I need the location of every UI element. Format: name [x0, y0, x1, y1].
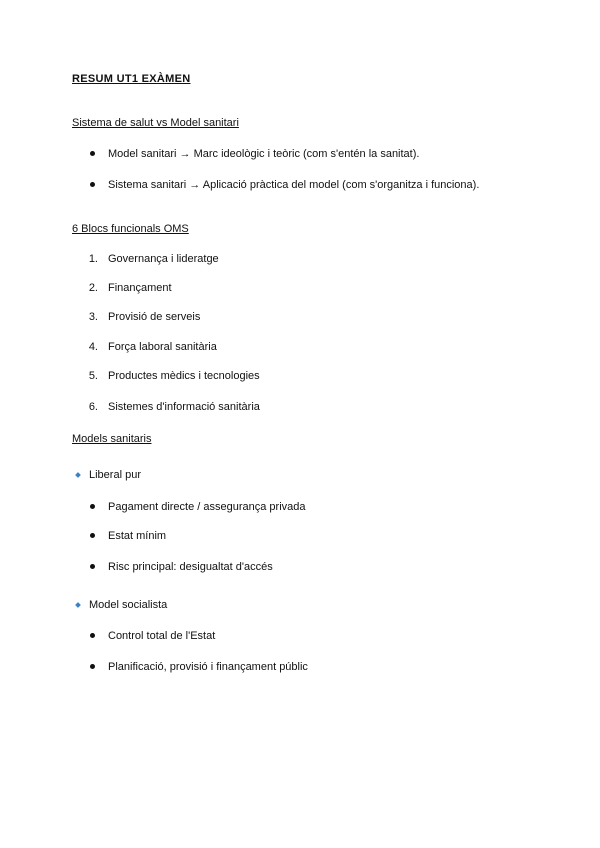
bullet-icon: [90, 504, 95, 509]
section-heading-blocs: 6 Blocs funcionals OMS: [72, 223, 189, 235]
list-item: Model sanitari → Marc ideològic i teòric (com s'entén la sanitat).: [108, 148, 420, 160]
section-heading-models: Models sanitaris: [72, 433, 152, 445]
list-item: Productes mèdics i tecnologies: [108, 370, 260, 382]
model-name: Model socialista: [89, 599, 168, 611]
model-name: Liberal pur: [89, 469, 141, 481]
list-item: Finançament: [108, 282, 172, 294]
bullet-icon: [90, 151, 95, 156]
list-item: Sistemes d'informació sanitària: [108, 401, 260, 413]
bullet-icon: [90, 533, 95, 538]
list-item: Sistema sanitari → Aplicació pràctica del model (com s'organitza i funciona).: [108, 179, 480, 191]
list-number: 2.: [88, 282, 98, 294]
list-number: 5.: [88, 370, 98, 382]
list-item: Governança i lideratge: [108, 253, 219, 265]
list-item: Planificació, provisió i finançament públic: [108, 661, 308, 673]
section-heading-sistema: Sistema de salut vs Model sanitari: [72, 117, 239, 129]
bullet-icon: [90, 664, 95, 669]
list-item: Pagament directe / assegurança privada: [108, 501, 306, 513]
bullet-icon: [90, 564, 95, 569]
bullet-icon: [90, 633, 95, 638]
list-number: 3.: [88, 311, 98, 323]
bullet-icon: [90, 182, 95, 187]
list-item: Risc principal: desigualtat d'accés: [108, 561, 273, 573]
list-item: Control total de l'Estat: [108, 630, 216, 642]
list-number: 1.: [88, 253, 98, 265]
diamond-bullet-icon: [75, 472, 81, 478]
list-number: 6.: [88, 401, 98, 413]
list-item: Provisió de serveis: [108, 311, 201, 323]
list-item: Força laboral sanitària: [108, 341, 217, 353]
list-number: 4.: [88, 341, 98, 353]
list-item: Estat mínim: [108, 530, 167, 542]
document-title: RESUM UT1 EXÀMEN: [72, 73, 191, 85]
diamond-bullet-icon: [75, 602, 81, 608]
